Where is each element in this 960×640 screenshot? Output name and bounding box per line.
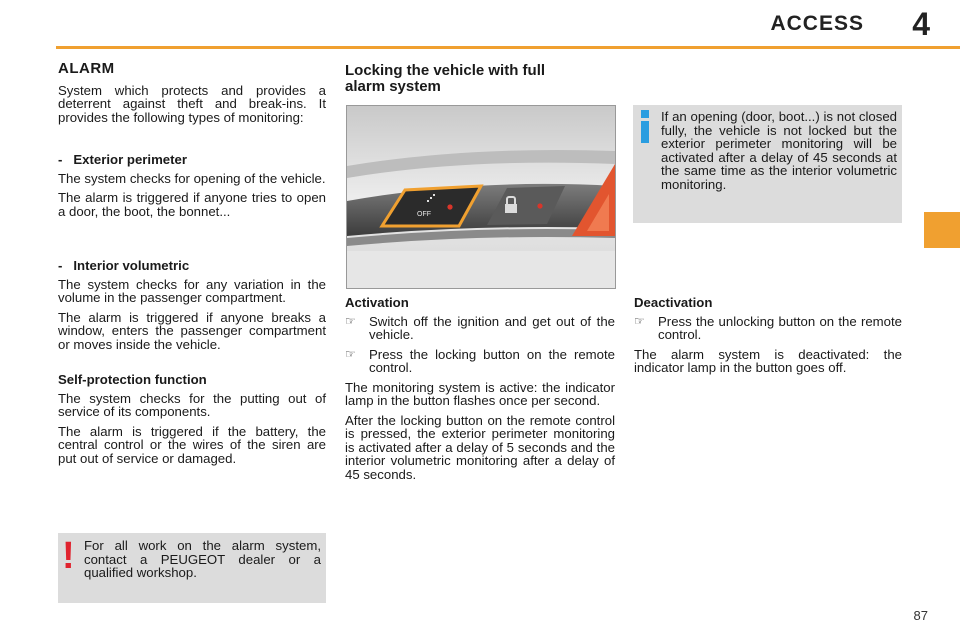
activation-heading: Activation	[345, 295, 409, 310]
deactivation-bullet-1	[634, 315, 902, 342]
page-number: 87	[913, 608, 928, 623]
interior-text-1: The system checks for any variation in the volume in the passenger compartment.	[58, 276, 326, 305]
deactivation-bullet-text-1: Press the unlocking button on the remote control.	[658, 313, 902, 342]
deactivation-heading: Deactivation	[634, 295, 713, 310]
chapter-tab	[924, 212, 960, 248]
activation-text-1: The monitoring system is active: the indicator lamp in the button flashes once per second.	[345, 379, 615, 408]
deactivation-section	[634, 296, 902, 381]
middle-column	[345, 63, 613, 95]
pointer-icon: ☞	[634, 313, 645, 328]
interior-text-2: The alarm is triggered if anyone breaks a window, enters the passenger compartment or moves inside the vehicle.	[58, 309, 326, 352]
activation-text-2: After the locking button on the remote control is pressed, the exterior perimeter monitoring is activated after a delay of 5 seconds and the interior volumetric monitoring after a delay of 45 seconds.	[345, 412, 615, 482]
selfprotection-text-1: The system checks for the putting out of service of its components.	[58, 390, 326, 419]
selfprotection-text-2: The alarm is triggered if the battery, the central control or the wires of the siren are put out of service or damaged.	[58, 423, 326, 466]
locking-title: Locking the vehicle with full alarm system	[345, 62, 546, 95]
interior-heading: - Interior volumetric	[58, 258, 190, 273]
activation-bullet-1	[345, 315, 615, 342]
info-icon	[638, 110, 652, 143]
selfprotection-section	[58, 373, 326, 471]
selfprotection-heading: Self-protection function	[58, 372, 207, 387]
header-divider	[56, 46, 960, 49]
activation-bullet-text-2: Press the locking button on the remote control.	[369, 346, 615, 375]
alarm-button-photo	[346, 105, 616, 289]
activation-bullet-2	[345, 348, 615, 375]
deactivation-text-1: The alarm system is deactivated: the indicator lamp in the button goes off.	[634, 346, 902, 375]
activation-section	[345, 296, 615, 487]
pointer-icon: ☞	[345, 346, 356, 361]
alarm-intro: System which protects and provides a deterrent against theft and break-ins. It provides the following types of monitoring:	[58, 82, 326, 125]
activation-bullet-text-1: Switch off the ignition and get out of the vehicle.	[369, 313, 615, 342]
chapter-number: 4	[912, 6, 930, 42]
exterior-heading: - Exterior perimeter	[58, 152, 187, 167]
left-column	[58, 62, 326, 130]
exterior-text-2: The alarm is triggered if anyone tries to open a door, the boot, the bonnet...	[58, 190, 326, 219]
exterior-section	[58, 153, 326, 224]
exclamation-icon: !	[62, 535, 75, 577]
info-text: If an opening (door, boot...) is not closed fully, the vehicle is not locked but the exterior perimeter monitoring will be activated after a delay of 45 seconds at the same time as the interior volumetric monitoring.	[661, 109, 897, 192]
off-label: OFF	[417, 211, 431, 218]
warning-note	[58, 533, 326, 603]
warning-text: For all work on the alarm system, contact a PEUGEOT dealer or a qualified workshop.	[84, 538, 321, 580]
alarm-button-illustration	[347, 106, 615, 288]
interior-section	[58, 259, 326, 357]
section-title: ACCESS	[770, 12, 864, 35]
info-note	[633, 105, 902, 223]
pointer-icon: ☞	[345, 313, 356, 328]
exterior-text-1: The system checks for opening of the vehicle.	[58, 170, 326, 186]
alarm-title: ALARM	[58, 60, 115, 77]
